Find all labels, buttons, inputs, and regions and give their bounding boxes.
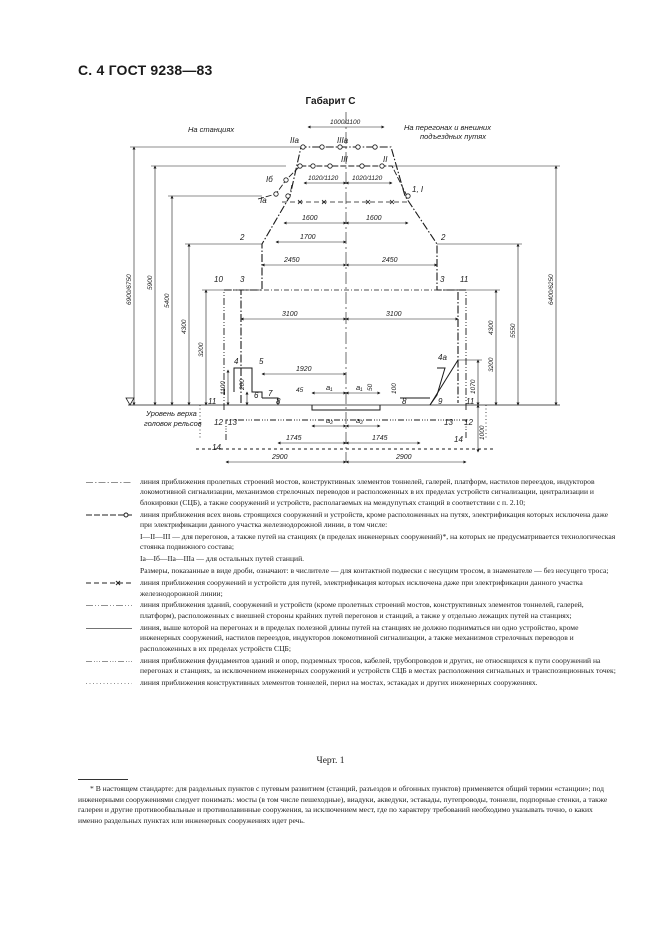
point-12-left: 12 [214,418,223,427]
point-11-left: 11 [208,397,217,406]
dim-3200-right: 3200 [488,357,495,372]
point-3-left: 3 [240,275,245,284]
legend-text: Iа—Iб—IIа—IIIа — для остальных путей станций. [140,554,305,564]
dim-2900-left: 2900 [272,454,288,461]
dim-3100-left: 3100 [282,311,298,318]
point-12-right: 12 [464,418,473,427]
legend-row [78,510,618,531]
rail-level-marker-icon [126,398,134,405]
point-4: 4 [234,357,239,366]
page-header: С. 4 ГОСТ 9238—83 [78,62,213,78]
dim-top: 1000/1100 [330,119,361,126]
legend-sample-solid [86,628,132,629]
dim-5400: 5400 [164,293,171,308]
outline-station-circles [274,145,410,198]
point-13-right: 13 [444,418,453,427]
point-11-right: 11 [466,397,475,406]
legend-row [78,656,618,677]
vertical-dimensions [134,147,556,452]
dim-3100-right: 3100 [386,311,402,318]
point-14-left: 14 [212,443,221,452]
dim-100: 100 [391,383,398,394]
point-2-right: 2 [441,233,446,242]
dim-2900-right: 2900 [396,454,412,461]
rail-level-label-2: головок рельсов [144,419,202,428]
dim-5900: 5900 [147,275,154,290]
dim-a1-right: a₁ [356,383,363,392]
legend-row [78,678,618,688]
dim-50: 50 [367,383,374,391]
dim-6900: 6900/6750 [126,274,133,305]
extension-lines [130,147,560,360]
dim-200: 200 [239,379,246,390]
point-Ib: Iб [266,175,273,184]
point-1-right: 1, I [412,185,424,194]
legend-row [78,578,618,599]
dim-1000: 1000 [479,425,486,440]
outline-station [258,166,407,199]
dim-4300-right: 4300 [488,320,495,335]
outline-main [241,147,458,403]
legend-row [78,532,618,553]
legend-row [78,566,618,576]
dim-2450-left: 2450 [284,257,300,264]
right-chamfer [430,360,458,405]
dim-1020-right: 1020/1120 [352,175,383,182]
point-4a: 4а [438,353,447,362]
dim-1745-right: 1745 [372,435,388,442]
legend-text: линия приближения конструктивных элементов тоннелей, перил на мостах, эстакадах и других инженерных сооружениях. [140,677,538,687]
right-area-label-2: подъездных путях [420,132,487,141]
dim-1600-left: 1600 [302,215,318,222]
figure-caption: Черт. 1 [316,756,345,766]
point-IIIa: IIIа [337,136,349,145]
dim-45: 45 [296,387,304,394]
legend-text: линия приближения фундаментов зданий и опор, подземных тросов, кабелей, трубопроводов и других, не относящихся к пути сооружений на перегонах и станциях, за исключением инженерных сооружений и устройств СЦБ в местах расположения сигнальных и транспозиционных точек; [140,655,616,675]
legend-row [78,623,618,654]
right-area-label-1: На перегонах и внешних [404,123,491,132]
dim-1600-right: 1600 [366,215,382,222]
rail-level-label-1: Уровень верха [146,409,197,418]
point-13-left: 13 [228,418,237,427]
point-8-right: 8 [402,397,407,406]
dim-1100: 1100 [220,381,227,395]
legend-sample-dash-dot-dot [86,605,132,606]
dim-6400: 6400/6250 [548,274,555,305]
point-I-left: I [290,184,293,193]
dim-2450-right: 2450 [382,257,398,264]
dim-1020-left: 1020/1120 [308,175,339,182]
footnote-divider [78,779,128,780]
outline-building-right [458,290,466,410]
point-9: 9 [438,397,443,406]
dim-5550: 5550 [510,323,517,338]
legend [78,477,618,690]
point-IIa: IIа [290,136,299,145]
point-6: 6 [254,391,259,400]
legend-sample-dash-cross [86,580,132,586]
legend-row [78,600,618,621]
legend-text: Размеры, показанные в виде дроби, означают: в числителе — для контактной подвески с несущим тросом, в знаменателе — без несущего троса; [140,566,609,576]
point-3-right: 3 [440,275,445,284]
point-II: II [383,155,388,164]
left-area-label: На станциях [188,125,235,134]
dim-4300: 4300 [181,319,188,334]
legend-sample-dash-circle [86,512,132,518]
legend-text: линия приближения сооружений и устройств для путей, электрификация которых исключена даже при электрификации данного участка железнодорожной линии; [140,578,583,598]
dim-1745-left: 1745 [286,435,302,442]
dim-1920: 1920 [296,366,312,373]
dim-a1-left: a₁ [326,383,333,392]
footnote: * В настоящем стандарте: для раздельных пунктов с путевым развитием (станций, разъездов и обгонных пунктов) применяется общий термин «станции»; под инженерными сооружениями следует понимать: мосты (в том числе пешеходные), виадуки, акведуки, эстакады, путепроводы, тоннели, подпорные стенки, а также галереи и другие противообвальные и противолавинные сооружения, за исключением мест, где по характеру требований необходимо указывать точно, о каких именно раздельных пунктах или инженерных сооружениях идет речь. [78,784,608,825]
legend-row [78,554,618,564]
legend-text: линия, выше которой на перегонах и в пределах полезной длины путей на станциях не должно подниматься ни одно устройство, кроме инженерных сооружений, настилов переездов, индукторов локомотивной сигнализации, а также механизмов стрелочных переводов и расположенных в их пределах устройств СЦБ; [140,622,579,653]
dim-1070: 1070 [470,379,477,394]
dim-3200: 3200 [198,342,205,357]
point-2-left: 2 [240,233,245,242]
point-III: III [341,155,348,164]
legend-row [78,477,618,508]
point-11-right-top: 11 [460,275,469,284]
legend-sample-dotted [86,683,132,684]
dim-a2-left: a₂ [326,416,334,425]
legend-sample-dash-dot [86,482,132,483]
dim-a2-right: a₂ [356,416,364,425]
legend-text: линия приближения зданий, сооружений и устройств (кроме пролетных строений мостов, конструктивных элементов тоннелей, галерей, платформ), расположенных с внешней стороны крайних путей перегонов и станций, а также у отдельно лежащих путей на станциях; [140,600,584,620]
point-7: 7 [268,389,273,398]
legend-text: I—II—III — для перегонов, а также путей на станциях (в пределах инженерных сооружений)*, на которых не предусматривается технологическая стоянка подвижного состава; [140,532,616,552]
point-14-right: 14 [454,435,463,444]
legend-text: линия приближения всех вновь строящихся сооружений и устройств, кроме расположенных на путях, электрификация которых исключена даже при электрификации данного участка железнодорожной линии, в том числе: [140,509,609,530]
legend-sample-dash-triple-dot [86,661,132,662]
point-10: 10 [214,275,223,284]
figure-title: Габарит С [305,96,356,107]
legend-text: линия приближения пролетных строений мостов, конструктивных элементов тоннелей, галерей, платформ, настилов переездов, индукторов локомотивной сигнализации, механизмов стрелочных переводов и расположенных в их пределах устройств сигнализации, централизации и блокировки (СЦБ), а также сооружений и устройств, располагаемых на междупутьях станций в соответствии с п. 2.10; [140,477,595,507]
dim-1700: 1700 [300,234,316,241]
point-8-left: 8 [276,397,281,406]
point-5: 5 [259,357,264,366]
point-Ia: Iа [260,196,267,205]
